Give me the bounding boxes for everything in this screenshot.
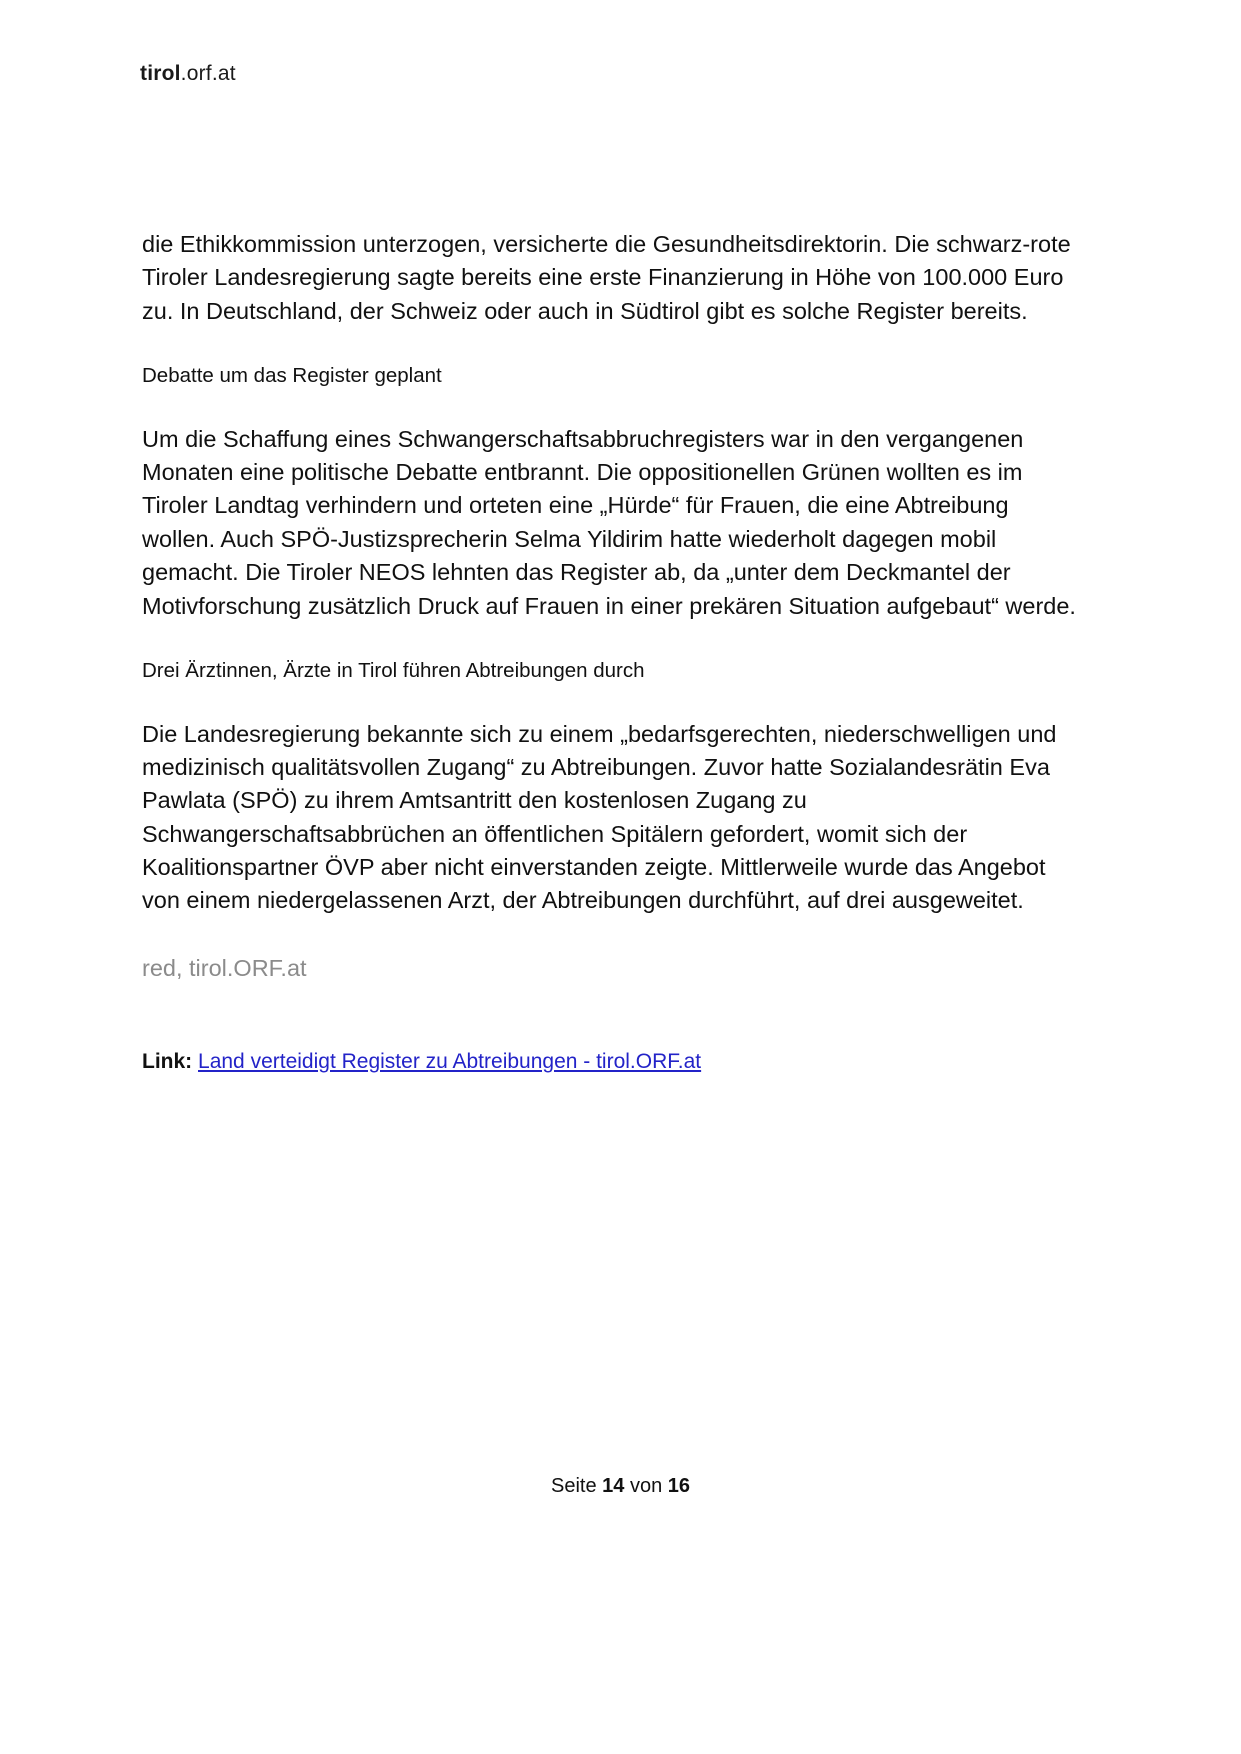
related-link-block [142, 1047, 1082, 1076]
footer-prefix: Seite [550, 1475, 597, 1497]
footer-middle: von [629, 1475, 663, 1497]
page-footer [0, 1475, 1241, 1498]
footer-total-pages: 16 [667, 1475, 691, 1497]
article-paragraph-2: Um die Schaffung eines Schwangerschaftsabbruchregisters war in den vergangenen Monaten eine politische Debatte entbrannt. Die oppositionellen Grünen wollten es im Tiroler Landtag verhindern und orteten eine „Hürde“ für Frauen, die eine Abtreibung wollen. Auch SPÖ-Justizsprecherin Selma Yildirim hatte wiederholt dagegen mobil gemacht. Die Tiroler NEOS lehnten das Register ab, da „unter dem Deckmantel der Motivforschung zusätzlich Druck auf Frauen in einer prekären Situation aufgebaut“ werde. [142, 425, 1076, 619]
site-brand [140, 62, 236, 86]
article-paragraph-3: Die Landesregierung bekannte sich zu einem „bedarfsgerechten, niederschwelligen und medizinisch qualitätsvollen Zugang“ zu Abtreibungen. Zuvor hatte Sozialandesrätin Eva Pawlata (SPÖ) zu ihrem Amtsantritt den kostenlosen Zugang zu Schwangerschaftsabbrüchen an öffentlichen Spitälern gefordert, womit sich der Koalitionspartner ÖVP aber nicht einverstanden zeigte. Mittlerweile wurde das Angebot von einem niedergelassenen Arzt, der Abtreibungen durchführt, auf drei ausgeweitet. [142, 720, 1057, 914]
link-label: Link: [142, 1050, 193, 1074]
article-byline: red, tirol.ORF.at [142, 954, 307, 981]
brand-domain-suffix: .orf.at [180, 62, 236, 85]
brand-name: tirol [140, 62, 181, 85]
article-paragraph-1: die Ethikkommission unterzogen, versicherte die Gesundheitsdirektorin. Die schwarz-rote Tiroler Landesregierung sagte bereits eine erste Finanzierung in Höhe von 100.000 Euro zu. In Deutschland, der Schweiz oder auch in Südtirol gibt es solche Register bereits. [142, 231, 1071, 324]
footer-current-page: 14 [602, 1475, 625, 1497]
article-subheading-2: Drei Ärztinnen, Ärzte in Tirol führen Abtreibungen durch [142, 658, 645, 682]
related-link[interactable]: Land verteidigt Register zu Abtreibungen - tirol.ORF.at [198, 1050, 702, 1074]
article-body [142, 228, 1082, 1077]
article-subheading-1: Debatte um das Register geplant [142, 364, 442, 388]
